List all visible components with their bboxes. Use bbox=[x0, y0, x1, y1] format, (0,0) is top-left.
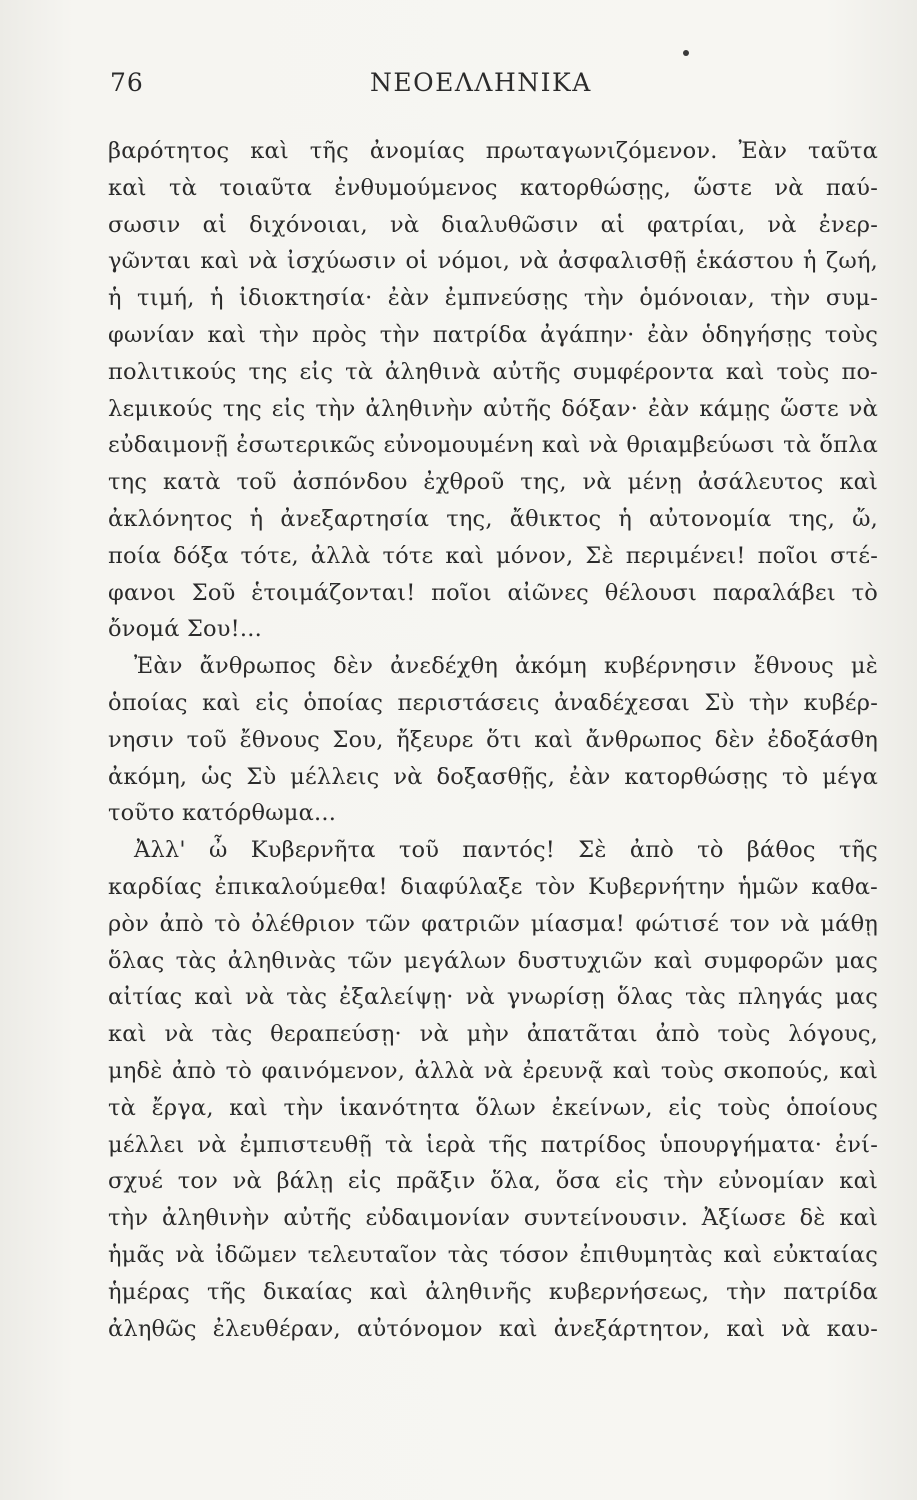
text-line: σχυέ τον νὰ βάλῃ εἰς πρᾶξιν ὅλα, ὅσα εἰς τὴν εὐνομίαν καὶ bbox=[108, 1168, 878, 1195]
text-line: τοῦτο κατόρθωμα... bbox=[108, 800, 337, 827]
text-line: ἀκόμη, ὡς Σὺ μέλλεις νὰ δοξασθῇς, ἐὰν κατορθώσῃς τὸ μέγα bbox=[108, 763, 878, 790]
text-line: καὶ τὰ τοιαῦτα ἐνθυμούμενος κατορθώσῃς, ὥστε νὰ παύ- bbox=[108, 174, 878, 201]
text-line: φανοι Σοῦ ἑτοιμάζονται! ποῖοι αἰῶνες θέλουσι παραλάβει τὸ bbox=[108, 579, 878, 606]
ink-dot bbox=[683, 50, 689, 56]
running-title: ΝΕΟΕΛΛΗΝΙΚΑ bbox=[370, 68, 592, 97]
text-line: ὅλας τὰς ἀληθινὰς τῶν μεγάλων δυστυχιῶν καὶ συμφορῶν μας bbox=[108, 947, 878, 974]
page-number: 76 bbox=[110, 68, 144, 97]
text-line: καὶ νὰ τὰς θεραπεύσῃ· νὰ μὴν ἀπατᾶται ἀπὸ τοὺς λόγους, bbox=[108, 1021, 878, 1048]
text-line: ποία δόξα τότε, ἀλλὰ τότε καὶ μόνον, Σὲ περιμένει! ποῖοι στέ- bbox=[108, 542, 878, 569]
text-line: τὴν ἀληθινὴν αὐτῆς εὐδαιμονίαν συντείνουσιν. Ἀξίωσε δὲ καὶ bbox=[108, 1205, 878, 1232]
text-line: ἡμέρας τῆς δικαίας καὶ ἀληθινῆς κυβερνήσεως, τὴν πατρίδα bbox=[108, 1278, 878, 1305]
text-line: ἀληθῶς ἐλευθέραν, αὐτόνομον καὶ ἀνεξάρτητον, καὶ νὰ καυ- bbox=[108, 1315, 878, 1342]
text-line: ἀκλόνητος ἡ ἀνεξαρτησία της, ἄθικτος ἡ αὐτονομία της, ὤ, bbox=[108, 505, 878, 532]
text-line: ρὸν ἀπὸ τὸ ὀλέθριον τῶν φατριῶν μίασμα! φώτισέ τον νὰ μάθῃ bbox=[108, 910, 878, 937]
text-line: πολιτικούς της εἰς τὰ ἀληθινὰ αὐτῆς συμφέροντα καὶ τοὺς πο- bbox=[108, 358, 878, 385]
text-line: ἡ τιμή, ἡ ἰδιοκτησία· ἐὰν ἐμπνεύσῃς τὴν ὁμόνοιαν, τὴν συμ- bbox=[108, 285, 878, 312]
text-line: φωνίαν καὶ τὴν πρὸς τὴν πατρίδα ἀγάπην· ἐὰν ὁδηγήσῃς τοὺς bbox=[108, 321, 878, 348]
text-line: ἡμᾶς νὰ ἰδῶμεν τελευταῖον τὰς τόσον ἐπιθυμητὰς καὶ εὐκταίας bbox=[108, 1241, 878, 1268]
text-line: Ἐὰν ἄνθρωπος δὲν ἀνεδέχθη ἀκόμη κυβέρνησιν ἔθνους μὲ bbox=[134, 653, 878, 680]
text-line: βαρότητος καὶ τῆς ἀνομίας πρωταγωνιζόμενον. Ἐὰν ταῦτα bbox=[108, 138, 878, 164]
text-line: τὰ ἔργα, καὶ τὴν ἱκανότητα ὅλων ἐκείνων, εἰς τοὺς ὁποίους bbox=[108, 1094, 878, 1121]
text-line: εὐδαιμονῇ ἐσωτερικῶς εὐνομουμένη καὶ νὰ θριαμβεύωσι τὰ ὅπλα bbox=[108, 432, 878, 459]
text-line: καρδίας ἐπικαλούμεθα! διαφύλαξε τὸν Κυβερνήτην ἡμῶν καθα- bbox=[108, 873, 878, 900]
text-line: μέλλει νὰ ἐμπιστευθῇ τὰ ἱερὰ τῆς πατρίδος ὑπουργήματα· ἐνί- bbox=[108, 1131, 878, 1158]
text-line: ὄνομά Σου!... bbox=[108, 616, 262, 643]
text-line: Ἀλλ' ὦ Κυβερνῆτα τοῦ παντός! Σὲ ἀπὸ τὸ βάθος τῆς bbox=[134, 837, 878, 864]
text-line: λεμικούς της εἰς τὴν ἀληθινὴν αὐτῆς δόξαν· ἐὰν κάμῃς ὥστε νὰ bbox=[108, 395, 878, 422]
body-text bbox=[108, 133, 878, 1347]
page-header bbox=[110, 68, 870, 108]
text-line: ὁποίας καὶ εἰς ὁποίας περιστάσεις ἀναδέχεσαι Σὺ τὴν κυβέρ- bbox=[108, 689, 878, 716]
text-line: σωσιν αἱ διχόνοιαι, νὰ διαλυθῶσιν αἱ φατρίαι, νὰ ἐνερ- bbox=[108, 211, 878, 238]
text-line: νησιν τοῦ ἔθνους Σου, ἤξευρε ὅτι καὶ ἄνθρωπος δὲν ἐδοξάσθη bbox=[108, 726, 878, 753]
text-line: αἰτίας καὶ νὰ τὰς ἐξαλείψῃ· νὰ γνωρίσῃ ὅλας τὰς πληγάς μας bbox=[108, 984, 878, 1011]
text-line: γῶνται καὶ νὰ ἰσχύωσιν οἱ νόμοι, νὰ ἀσφαλισθῇ ἑκάστου ἡ ζωή, bbox=[108, 248, 878, 275]
text-line: μηδὲ ἀπὸ τὸ φαινόμενον, ἀλλὰ νὰ ἐρευνᾷ καὶ τοὺς σκοπούς, καὶ bbox=[108, 1057, 878, 1084]
text-line: της κατὰ τοῦ ἀσπόνδου ἐχθροῦ της, νὰ μένῃ ἀσάλευτος καὶ bbox=[108, 469, 878, 496]
